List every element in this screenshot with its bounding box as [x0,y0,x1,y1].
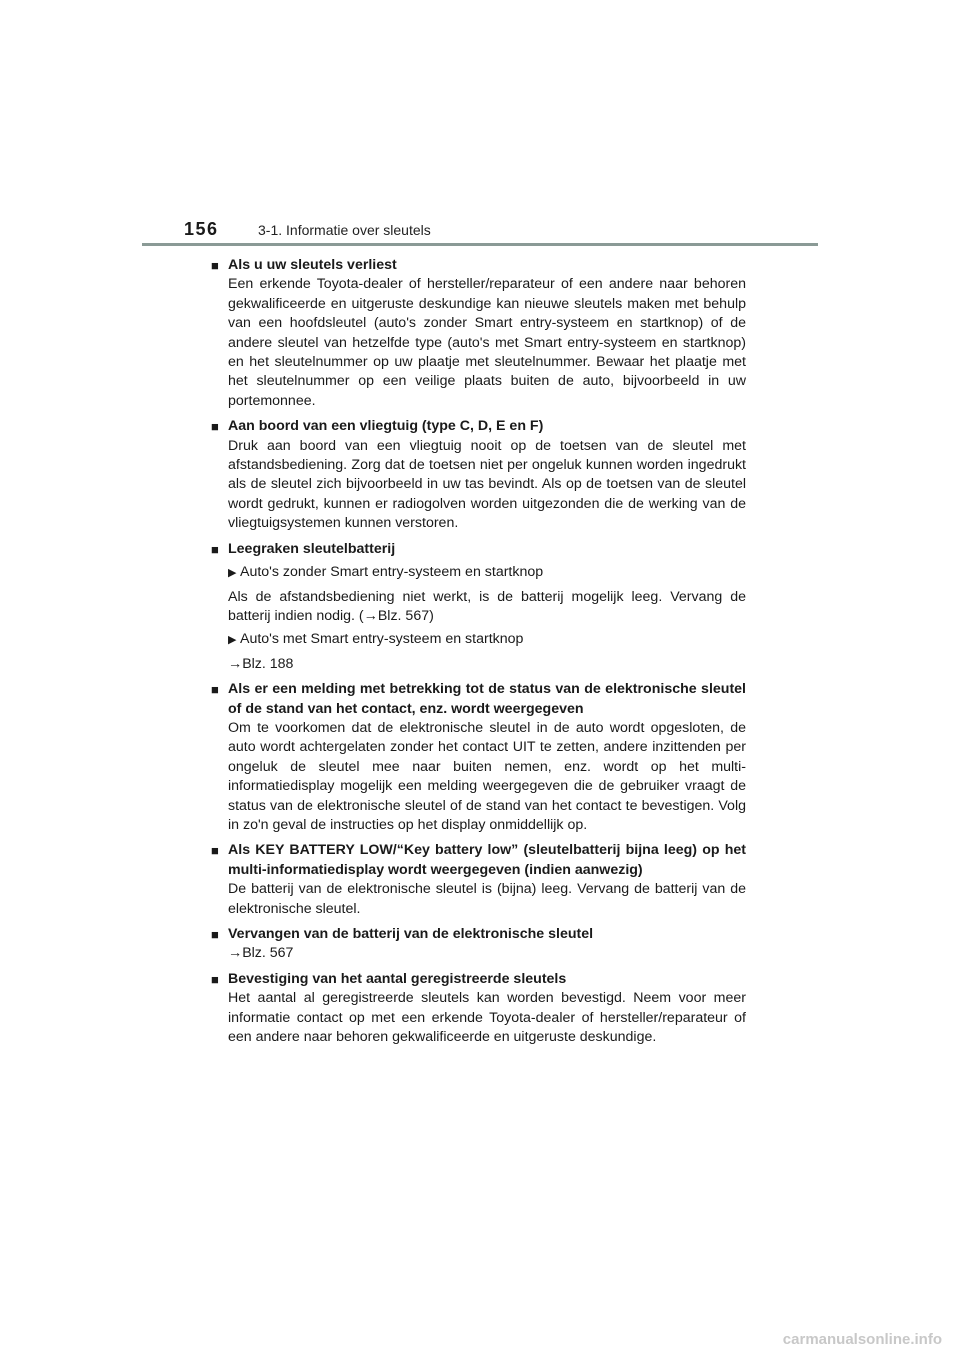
item-replace-battery [211,925,746,964]
page-reference: →Blz. 567 [228,945,294,962]
triangle-right-icon: ▶ [228,567,237,580]
item-body: Het aantal al geregistreerde sleutels kan worden bevestigd. Neem voor meer informatie contact op met een erkende Toyota-dealer of hersteller/reparateur of een andere naar behoren gekwalificeerde en uitgeruste deskundige. [228,990,746,1046]
item-airplane [211,417,746,533]
sub-heading [228,630,746,650]
sub-heading-text: Auto's met Smart entry-systeem en startknop [240,631,524,648]
square-bullet-icon: ■ [211,419,219,435]
item-body: Om te voorkomen dat de elektronische sleutel in de auto wordt opgesloten, de auto wordt achtergelaten zonder het contact UIT te zetten, andere inzittenden per ongeluk de sleutel mee naar buiten nemen, enz. wordt op het multi-informatiedisplay mogelijk een melding weergegeven die de gebruiker vraagt de status van de elektronische sleutel of de stand van het contact te bevestigen. Volg in zo'n geval de instructies op het display onmiddellijk op. [228,719,746,833]
item-body: Als de afstandsbediening niet werkt, is de batterij mogelijk leeg. Vervang de batterij indien nodig. (→Blz. 567) [228,588,746,624]
item-title: Als KEY BATTERY LOW/“Key battery low” (sleutelbatterij bijna leeg) op het multi-informatiedisplay wordt weergegeven (indien aanwezig) [228,842,746,878]
item-status-message [211,680,746,835]
item-registered-keys [211,970,746,1048]
header-rule [142,243,818,246]
watermark: carmanualsonline.info [782,1331,942,1348]
item-battery-depleted [211,540,746,674]
sub-heading-text: Auto's zonder Smart entry-systeem en startknop [240,564,544,581]
item-key-battery-low [211,841,746,919]
square-bullet-icon: ■ [211,843,219,859]
sub-heading [228,563,746,583]
item-title: Vervangen van de batterij van de elektronische sleutel [228,926,594,942]
item-title: Leegraken sleutelbatterij [228,540,396,557]
page-reference: →Blz. 188 [228,655,294,672]
content [211,256,746,1053]
item-body: Een erkende Toyota-dealer of hersteller/reparateur of een andere naar behoren gekwalificeerde en uitgeruste deskundige kan nieuwe sleutels maken met behulp van een hoofdsleutel (auto's zonder Smart entry-systeem en startknop) of de andere sleutel van hetzelfde type (auto's met Smart entry-systeem en startknop) en het sleutelnummer op uw plaatje met sleutelnummer. Bewaar het plaatje met het sleutelnummer op een veilige plaats buiten de auto, bijvoorbeeld in uw portemonnee. [228,276,746,409]
square-bullet-icon: ■ [211,258,219,273]
section-title: 3-1. Informatie over sleutels [258,222,431,238]
item-body: Druk aan boord van een vliegtuig nooit op de toetsen van de sleutel met afstandsbediening. Zorg dat de toetsen niet per ongeluk kunnen worden ingedrukt als de sleutel zich bijvoorbeeld in uw tas bevindt. Als op de toetsen van de sleutel wordt gedrukt, kunnen er radiogolven worden uitgezonden die de werking van de vliegtuigsystemen kunnen verstoren. [228,437,746,532]
square-bullet-icon: ■ [211,927,219,942]
item-lost-keys [211,256,746,411]
square-bullet-icon: ■ [211,682,219,698]
square-bullet-icon: ■ [211,541,219,557]
triangle-right-icon: ▶ [228,634,237,647]
item-title: Als u uw sleutels verliest [228,257,397,273]
page-number: 156 [184,219,219,239]
item-body: De batterij van de elektronische sleutel is (bijna) leeg. Vervang de batterij van de elektronische sleutel. [228,881,746,917]
square-bullet-icon: ■ [211,971,219,987]
item-title: Als er een melding met betrekking tot de status van de elektronische sleutel of de stand van het contact, enz. wordt weergegeven [228,681,746,717]
item-title: Aan boord van een vliegtuig (type C, D, E en F) [228,418,544,435]
item-title: Bevestiging van het aantal geregistreerde sleutels [228,970,567,987]
